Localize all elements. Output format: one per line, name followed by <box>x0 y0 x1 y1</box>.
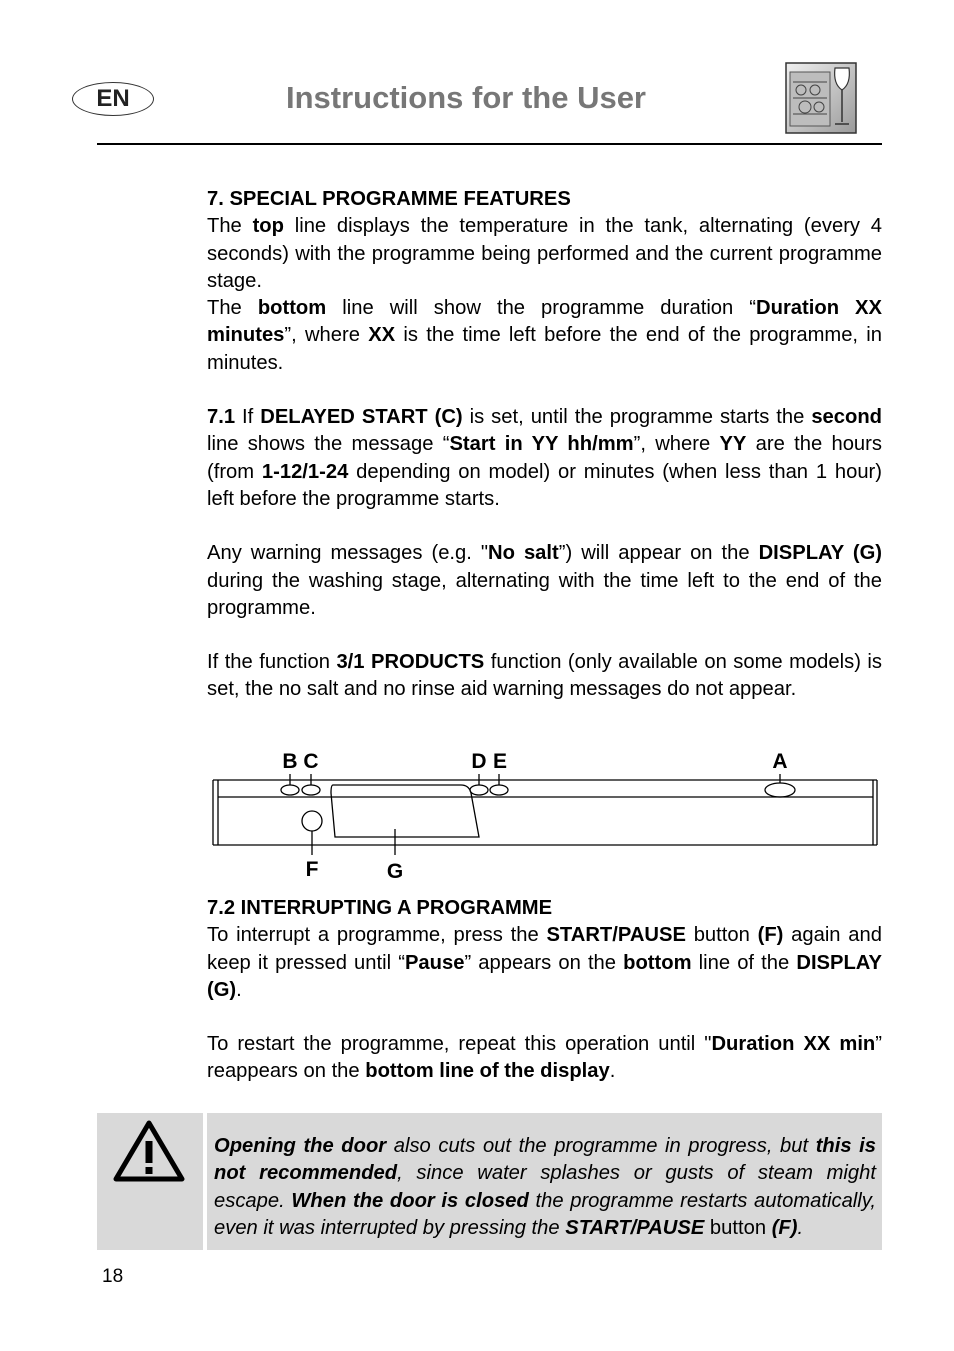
button-d <box>470 785 488 795</box>
text-run: button <box>685 924 758 947</box>
text-run: also cuts out the programme in progress, but <box>386 1135 816 1158</box>
bold-text: bottom <box>257 297 327 320</box>
paragraph <box>207 922 882 1004</box>
text-run: If <box>235 406 261 429</box>
control-panel-diagram <box>205 745 885 885</box>
button-a <box>765 783 795 797</box>
bold-text: DISPLAY (G) <box>207 951 882 1001</box>
paragraph <box>207 649 882 704</box>
paragraph <box>207 295 882 377</box>
section-title: 7. SPECIAL PROGRAMME FEATURES <box>207 188 571 210</box>
bold-text: YY <box>719 433 747 456</box>
bold-text: START/PAUSE <box>565 1216 705 1239</box>
text-run: ”) will appear on the <box>558 542 759 565</box>
bold-text: Start in YY hh/mm <box>449 433 634 456</box>
label-a: A <box>772 750 788 773</box>
bold-text: (F) <box>757 924 784 947</box>
bold-text: 3/1 PRODUCTS <box>336 651 485 674</box>
bold-text: 7.1 <box>207 406 236 429</box>
text-run: To restart the programme, repeat this operation until " <box>207 1033 712 1056</box>
bold-text: START/PAUSE <box>546 924 686 947</box>
label-e: E <box>492 750 508 773</box>
button-f-start-pause <box>302 811 322 831</box>
button-e <box>490 785 508 795</box>
button-c <box>302 785 320 795</box>
warning-box <box>97 1113 882 1250</box>
section-7-2 <box>207 895 882 1086</box>
display-window <box>331 785 479 837</box>
bold-text: 1-12/1-24 <box>261 460 349 483</box>
warning-text-cell <box>207 1113 882 1250</box>
button-b <box>281 785 299 795</box>
label-f: F <box>305 858 319 881</box>
text-run: depending on model) or minutes (when less than 1 hour) left before the programme starts. <box>207 460 882 510</box>
text-run: ” reappears on the <box>207 1033 882 1083</box>
section-title: 7.2 INTERRUPTING A PROGRAMME <box>207 897 553 919</box>
text-run: . <box>797 1216 804 1239</box>
main-content <box>207 186 882 704</box>
text-run: The <box>207 297 258 320</box>
text-run: button <box>704 1216 767 1239</box>
bold-text: When the door is closed <box>291 1189 529 1212</box>
bold-text: XX <box>368 324 396 347</box>
warning-triangle-icon <box>113 1119 185 1185</box>
text-run: ”, where <box>284 324 369 347</box>
bold-text: this is not recommended <box>214 1135 876 1185</box>
text-run: line shows the message “ <box>207 433 450 456</box>
text-run: are the hours (from <box>207 433 882 483</box>
text-run: function (only available on some models) is set, the no salt and no rinse aid warning messages do not appear. <box>207 651 882 701</box>
bold-text: (F) <box>771 1216 798 1239</box>
label-d: D <box>471 750 487 773</box>
paragraph <box>207 213 882 295</box>
text-run: Any warning messages (e.g. " <box>207 542 489 565</box>
text-run: The <box>207 215 253 238</box>
text-run: ”, where <box>633 433 720 456</box>
label-c: C <box>303 750 319 773</box>
bold-text: Opening the door <box>214 1135 387 1158</box>
text-run: the programme restarts automatically, even it was interrupted by pressing the <box>214 1189 876 1239</box>
bold-text: DELAYED START (C) <box>260 406 463 429</box>
bold-text: Duration XX minutes <box>207 297 882 347</box>
page-header-title: Instructions for the User <box>286 80 646 115</box>
bold-text: DISPLAY (G) <box>758 542 883 565</box>
header-rule <box>97 143 882 145</box>
text-run: again and keep it pressed until “ <box>207 924 882 974</box>
text-run: line displays the temperature in the tank, alternating (every 4 seconds) with the programme being performed and the current programme stage. <box>207 215 882 292</box>
bold-text: top <box>252 215 284 238</box>
warning-icon-cell <box>97 1113 203 1250</box>
text-run: ” appears on the <box>464 951 624 974</box>
text-run: is set, until the programme starts the <box>462 406 812 429</box>
bold-text: bottom line of the display <box>365 1060 610 1083</box>
paragraph <box>207 540 882 622</box>
paragraph <box>207 1031 882 1086</box>
text-run: If the function <box>207 651 337 674</box>
text-run: , since water splashes or gusts of steam might escape. <box>214 1162 876 1212</box>
text-run: To interrupt a programme, press the <box>207 924 547 947</box>
bold-text: Duration XX min <box>711 1033 876 1056</box>
text-run: during the washing stage, alternating with the time left to the end of the programme. <box>207 569 882 619</box>
text-run: line will show the programme duration “ <box>326 297 757 320</box>
paragraph <box>207 404 882 513</box>
language-badge: EN <box>72 82 154 116</box>
bold-text: Pause <box>404 951 465 974</box>
text-run: . <box>236 978 242 1001</box>
bold-text: second <box>811 406 883 429</box>
label-b: B <box>282 750 298 773</box>
page-number: 18 <box>102 1266 124 1287</box>
dishwasher-glass-icon <box>785 62 857 134</box>
text-run: line of the <box>691 951 797 974</box>
bold-text: No salt <box>488 542 559 565</box>
text-run: . <box>609 1060 616 1083</box>
warning-text <box>214 1133 876 1242</box>
text-run: is the time left before the end of the programme, in minutes. <box>207 324 882 374</box>
bold-text: bottom <box>623 951 692 974</box>
label-g: G <box>386 860 404 883</box>
